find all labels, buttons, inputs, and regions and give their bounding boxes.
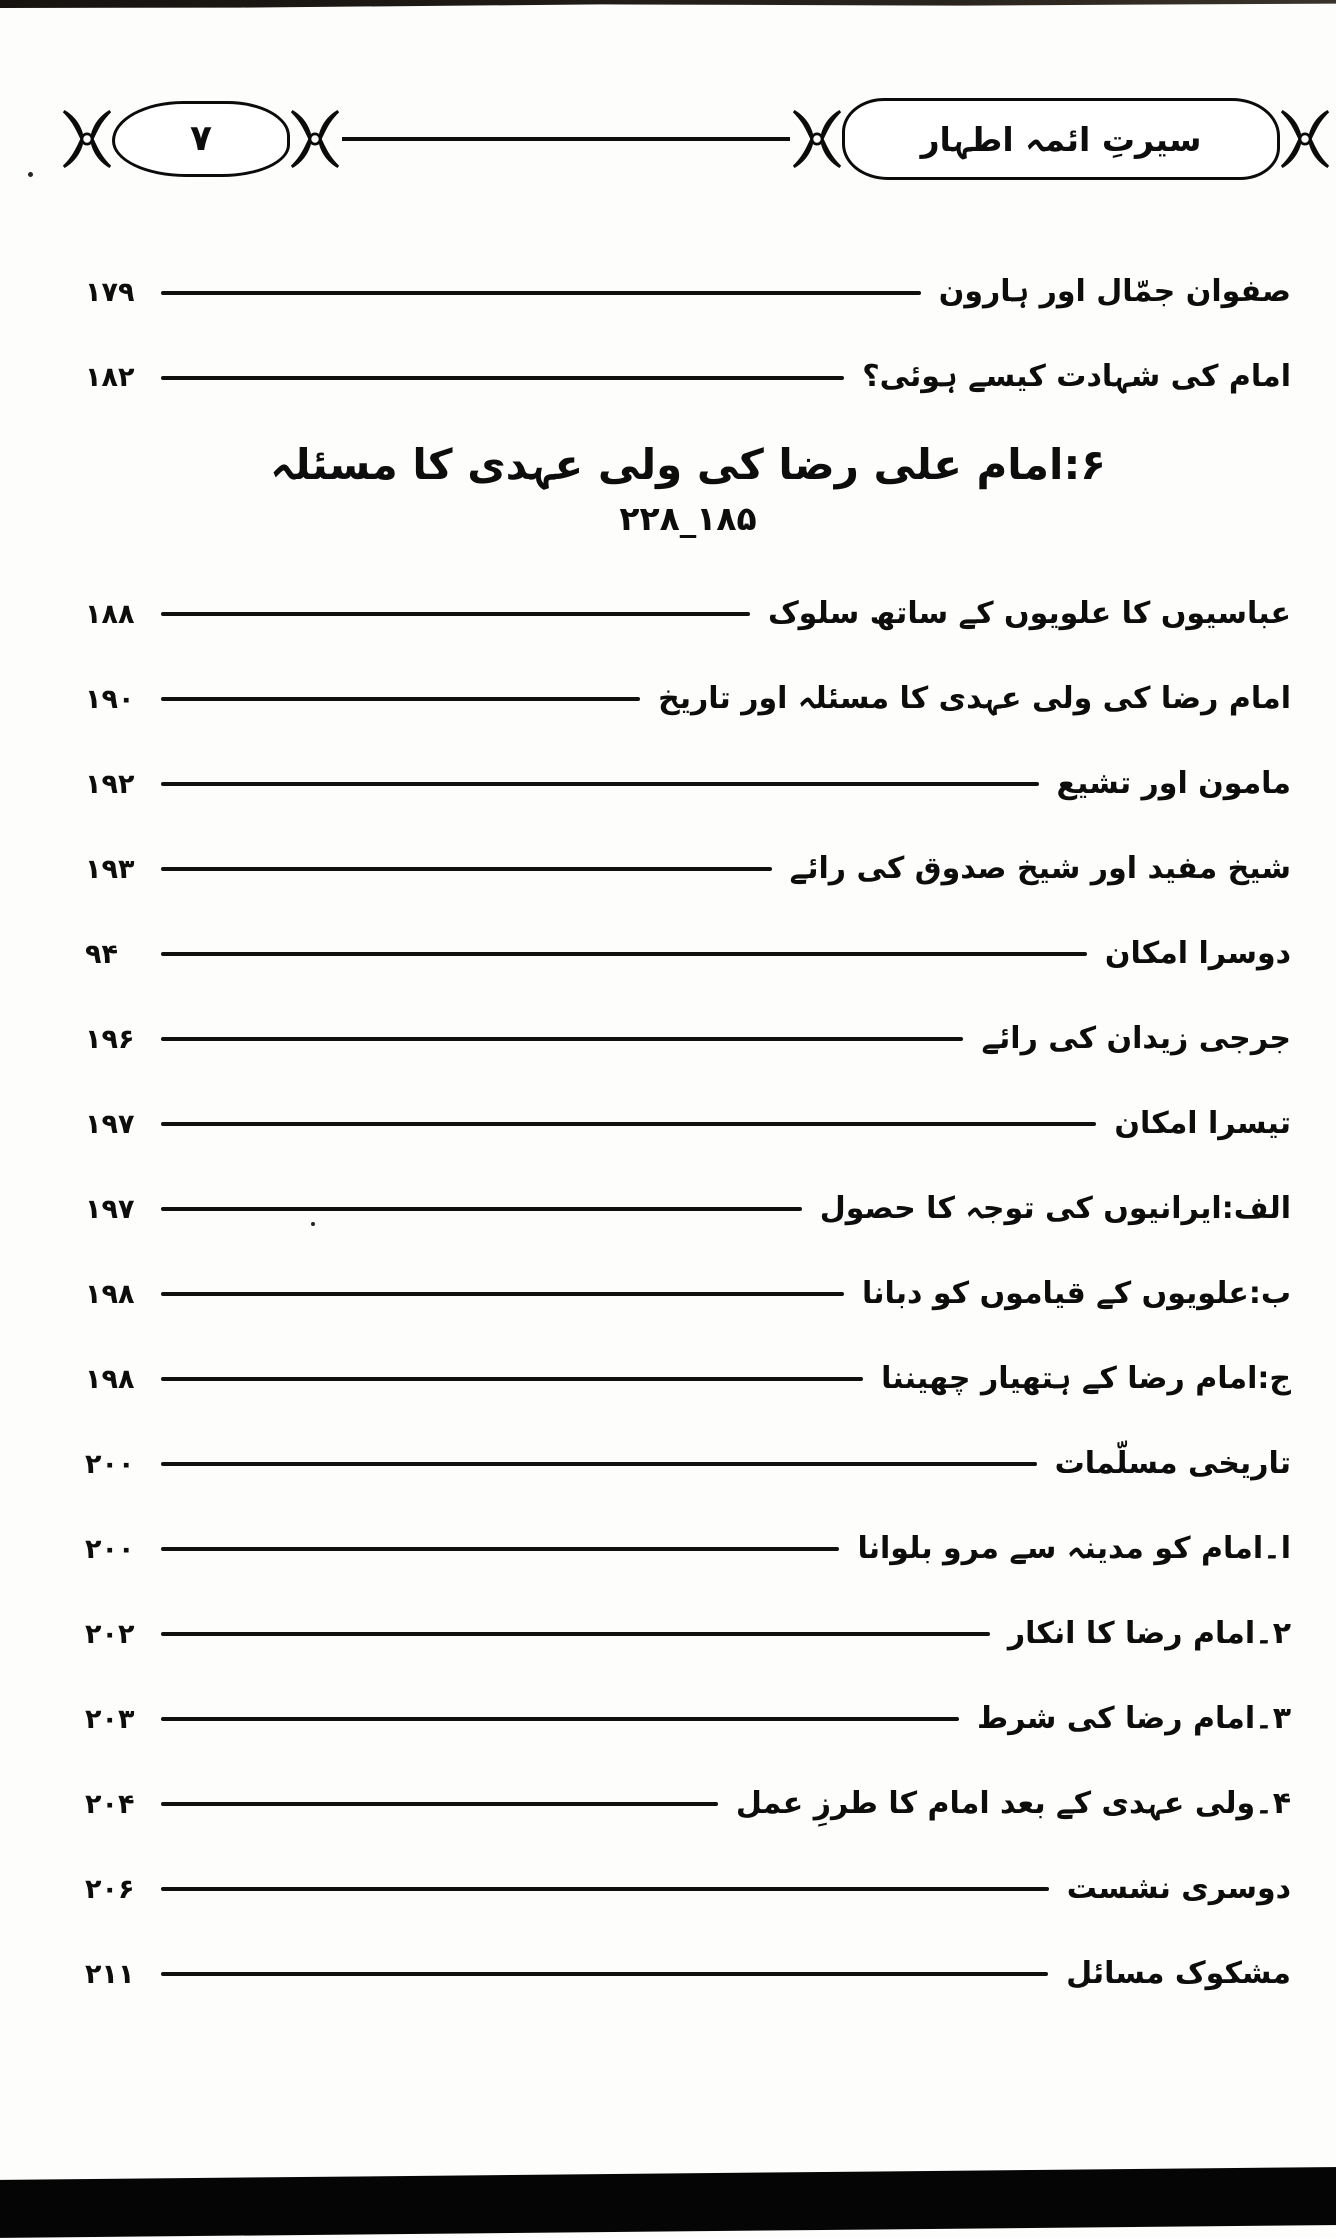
- toc-row: [85, 1015, 1291, 1064]
- toc-entry-page-number: ۱۹۷: [85, 1193, 135, 1225]
- header-rule-line: [342, 137, 790, 141]
- toc-row: [85, 930, 1291, 979]
- toc-section-top: [85, 268, 1291, 402]
- top-scan-artifact: [0, 0, 1336, 8]
- toc-entry-page-number: ۲۰۴: [85, 1788, 135, 1820]
- chapter-page-range: ۲۲۸_۱۸۵: [619, 498, 757, 538]
- book-title: سیرتِ ائمہ اطہار: [920, 119, 1202, 159]
- toc-entry-page-number: ۱۸۸: [85, 598, 135, 630]
- toc-entry-page-number: ۱۹۳: [85, 853, 135, 885]
- toc-row: [85, 1440, 1291, 1489]
- leader-line: [161, 1887, 1049, 1891]
- page-number-cartouche: [112, 101, 290, 177]
- toc-entry-title: ۴۔ولی عہدی کے بعد امام کا طرزِ عمل: [735, 1785, 1291, 1821]
- toc-entry-title: صفوان جمّال اور ہارون: [938, 274, 1291, 310]
- toc-row: [85, 1355, 1291, 1404]
- floral-divider-icon: [792, 105, 842, 173]
- leader-line: [161, 867, 772, 871]
- toc-row: [85, 760, 1291, 809]
- floral-divider-icon: [1280, 105, 1330, 173]
- floral-divider-icon: [62, 105, 112, 173]
- toc-entry-page-number: ۱۹۸: [85, 1363, 135, 1395]
- leader-line: [161, 1377, 863, 1381]
- leader-line: [161, 782, 1039, 786]
- leader-line: [161, 952, 1087, 956]
- leader-line: [161, 1292, 844, 1296]
- leader-line: [161, 697, 640, 701]
- toc-entry-title: شیخ مفید اور شیخ صدوق کی رائے: [789, 850, 1291, 886]
- toc-row: [85, 1865, 1291, 1914]
- toc-entry-page-number: ۲۰۶: [85, 1873, 135, 1905]
- toc-entry-title: عباسیوں کا علویوں کے ساتھ سلوک: [767, 595, 1291, 631]
- leader-line: [161, 1717, 959, 1721]
- toc-entry-page-number: ۱۹۶: [85, 1023, 135, 1055]
- toc-entry-page-number: ۱۷۹: [85, 277, 135, 308]
- toc-entry-page-number: ۲۱۱: [85, 1958, 135, 1990]
- leader-line: [161, 1972, 1048, 1976]
- toc-entry-title: تیسرا امکان: [1114, 1105, 1291, 1141]
- toc-entry-title: دوسرا امکان: [1104, 935, 1291, 971]
- toc-row: [85, 1780, 1291, 1829]
- toc-entry-page-number: ۲۰۲: [85, 1618, 135, 1650]
- toc-row: [85, 1950, 1291, 1999]
- leader-line: [161, 1632, 990, 1636]
- toc-entry-page-number: ۱۹۲: [85, 768, 135, 800]
- toc-entry-page-number: ۹۴: [85, 938, 118, 970]
- page-header: [62, 96, 1330, 182]
- bottom-scan-band: [0, 2167, 1336, 2238]
- toc-row: [85, 353, 1291, 402]
- toc-entry-title: ا۔امام کو مدینہ سے مرو بلوانا: [857, 1530, 1291, 1566]
- toc-row: [85, 1270, 1291, 1319]
- table-of-contents: [85, 268, 1291, 2035]
- toc-entry-page-number: ۲۰۰: [85, 1533, 135, 1565]
- toc-entry-page-number: ۱۹۰: [85, 683, 135, 715]
- toc-row: [85, 590, 1291, 639]
- toc-entry-title: مامون اور تشیع: [1056, 765, 1291, 801]
- leader-line: [161, 1547, 839, 1551]
- toc-entry-page-number: ۱۸۲: [85, 362, 135, 393]
- toc-entry-title: ۲۔امام رضا کا انکار: [1007, 1615, 1291, 1651]
- toc-entry-title: امام کی شہادت کیسے ہوئی؟: [862, 359, 1291, 395]
- toc-entry-title: امام رضا کی ولی عہدی کا مسئلہ اور تاریخ: [658, 680, 1291, 716]
- leader-line: [161, 376, 844, 380]
- toc-entry-title: دوسری نشست: [1066, 1870, 1291, 1906]
- ink-speck: [28, 172, 33, 177]
- toc-row: [85, 1695, 1291, 1744]
- leader-line: [161, 1207, 802, 1211]
- chapter-heading: ۶:امام علی رضا کی ولی عہدی کا مسئلہ: [270, 440, 1106, 489]
- toc-row: [85, 1610, 1291, 1659]
- toc-entry-page-number: ۲۰۳: [85, 1703, 135, 1735]
- leader-line: [161, 1802, 718, 1806]
- toc-entry-title: تاریخی مسلّمات: [1054, 1445, 1291, 1481]
- toc-row: [85, 268, 1291, 317]
- toc-section-bottom: [85, 590, 1291, 1999]
- leader-line: [161, 1037, 963, 1041]
- toc-entry-title: مشکوک مسائل: [1066, 1955, 1291, 1991]
- toc-entry-page-number: ۱۹۸: [85, 1278, 135, 1310]
- leader-line: [161, 1462, 1037, 1466]
- toc-entry-page-number: ۲۰۰: [85, 1448, 135, 1480]
- toc-row: [85, 1100, 1291, 1149]
- book-title-cartouche: [842, 98, 1280, 180]
- leader-line: [161, 291, 921, 295]
- toc-row: [85, 1525, 1291, 1574]
- toc-row: [85, 845, 1291, 894]
- toc-entry-title: ج:امام رضا کے ہتھیار چھیننا: [881, 1360, 1291, 1396]
- toc-row: [85, 675, 1291, 724]
- leader-line: [161, 1122, 1096, 1126]
- toc-entry-title: ۳۔امام رضا کی شرط: [977, 1700, 1291, 1736]
- toc-entry-title: جرجی زیدان کی رائے: [981, 1020, 1291, 1056]
- toc-entry-page-number: ۱۹۷: [85, 1108, 135, 1140]
- toc-entry-title: ب:علویوں کے قیاموں کو دبانا: [861, 1275, 1291, 1311]
- toc-row: [85, 1185, 1291, 1234]
- toc-entry-title: الف:ایرانیوں کی توجہ کا حصول: [819, 1190, 1291, 1226]
- floral-divider-icon: [290, 105, 340, 173]
- leader-line: [161, 612, 750, 616]
- page-number: ۷: [190, 118, 212, 159]
